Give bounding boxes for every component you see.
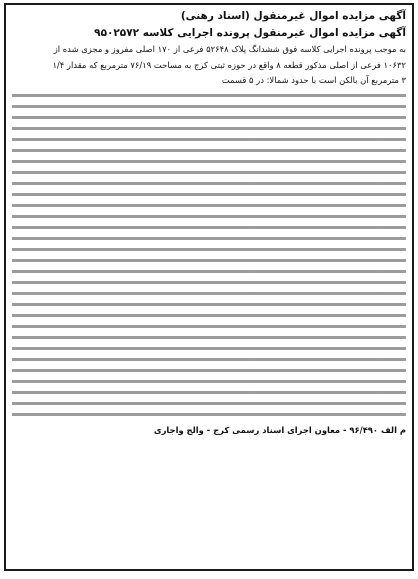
unreadable-line — [12, 225, 406, 231]
unreadable-line — [12, 115, 406, 121]
notice-subheading: آگهی مزایده اموال غیرمنقول پرونده اجرایی کلاسه ۹۵۰۲۵۷۲ — [94, 27, 406, 39]
unreadable-line — [12, 192, 406, 198]
unreadable-line — [12, 247, 406, 253]
signature-line: م الف ۹۶/۴۹۰ - معاون اجرای اسناد رسمی کرج - والج واجاری — [153, 425, 406, 435]
unreadable-line — [12, 93, 406, 99]
unreadable-line — [12, 269, 406, 275]
unreadable-line — [12, 401, 406, 407]
unreadable-line — [12, 302, 406, 308]
notice-body-line-3: ۳ مترمربع آن بالکن است با حدود شمالا: در ۵ قسمت — [221, 75, 406, 85]
unreadable-line — [12, 357, 406, 363]
unreadable-line — [12, 313, 406, 319]
unreadable-line — [12, 368, 406, 374]
unreadable-line — [12, 126, 406, 132]
unreadable-line — [12, 159, 406, 165]
unreadable-line — [12, 258, 406, 264]
unreadable-line — [12, 236, 406, 242]
notice-body-line-2: ۱۰۶۳۲ فرعی از اصلی مذکور قطعه ۸ واقع در حوزه ثبتی کرج به مساحت ۷۶/۱۹ مترمربع که مقدار ۱/۴ — [52, 59, 406, 70]
unreadable-line — [12, 203, 406, 209]
unreadable-line — [12, 214, 406, 220]
notice-heading: آگهی مزایده اموال غیرمنقول (اسناد رهنی) — [180, 10, 406, 22]
unreadable-line — [12, 335, 406, 341]
unreadable-line — [12, 412, 406, 418]
unreadable-line — [12, 137, 406, 143]
unreadable-line — [12, 324, 406, 330]
auction-notice — [4, 3, 414, 571]
unreadable-line — [12, 181, 406, 187]
unreadable-line — [12, 148, 406, 154]
unreadable-line — [12, 390, 406, 396]
unreadable-line — [12, 346, 406, 352]
unreadable-line — [12, 104, 406, 110]
notice-body-line-1: به موجب پرونده اجرایی کلاسه فوق ششدانگ پلاک ۵۲۶۴۸ فرعی از ۱۷۰ اصلی مفروز و مجزی شده از — [53, 44, 406, 54]
unreadable-text-block — [12, 93, 406, 418]
unreadable-line — [12, 291, 406, 297]
unreadable-line — [12, 170, 406, 176]
unreadable-line — [12, 379, 406, 385]
unreadable-line — [12, 280, 406, 286]
